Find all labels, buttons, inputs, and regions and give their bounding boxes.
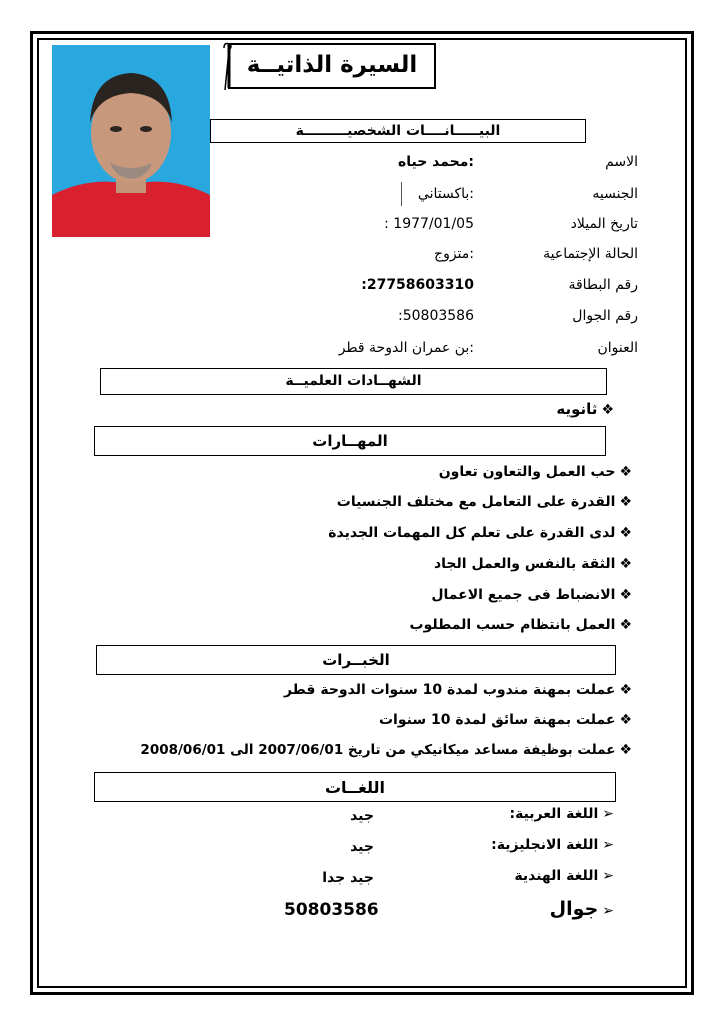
value-id-number: :27758603310 xyxy=(361,277,474,293)
section-personal: البيـــــانــــات الشخصيـــــــــة xyxy=(210,119,586,143)
skill-item: ❖العمل بانتظام حسب المطلوب xyxy=(409,617,632,633)
section-languages: اللغــات xyxy=(94,772,616,802)
label-marital-status: الحالة الإجتماعية xyxy=(543,246,638,262)
skill-item: ❖لدى القدرة على تعلم كل المهمات الجديدة xyxy=(328,525,632,541)
label-mobile: رقم الجوال xyxy=(572,308,638,324)
label-address: العنوان xyxy=(597,340,638,356)
label-id-number: رقم البطاقة xyxy=(568,277,638,293)
value-mobile: :50803586 xyxy=(398,308,474,324)
skill-item: ❖القدرة على التعامل مع مختلف الجنسيات xyxy=(336,494,632,510)
section-experience: الخبــرات xyxy=(96,645,616,675)
language-label: ➢اللغة الهندية xyxy=(514,868,614,884)
mobile-number: 50803586 xyxy=(284,900,379,920)
arrow-icon: ➢ xyxy=(602,868,614,884)
value-nationality: :باكستاني xyxy=(417,186,474,202)
arrow-icon: ➢ xyxy=(602,806,614,822)
label-birthdate: تاريخ الميلاد xyxy=(570,216,638,232)
text-cursor xyxy=(401,182,402,206)
skill-item: ❖حب العمل والتعاون تعاون xyxy=(438,464,632,480)
section-skills: المهــارات xyxy=(94,426,606,456)
value-address: :بن عمران الدوحة قطر xyxy=(338,340,474,356)
profile-photo xyxy=(52,45,210,237)
experience-item: ❖عملت بمهنة مندوب لمدة 10 سنوات الدوحة قطر xyxy=(283,682,632,698)
skill-item: ❖الانضباط فى جميع الاعمال xyxy=(431,587,632,603)
page-title: السيرة الذاتيــة xyxy=(246,52,418,78)
experience-item: ❖عملت بوظيفة مساعد ميكانيكي من تاريخ 2007/06/01 الى 2008/06/01 xyxy=(140,742,632,758)
arrow-icon: ➢ xyxy=(602,837,614,853)
language-label: ➢اللغة الانجليزية: xyxy=(491,837,614,853)
education-item: ❖ثانويه xyxy=(556,400,614,418)
label-name: الاسم xyxy=(605,154,638,170)
mobile-label: ➢جوال xyxy=(549,898,614,920)
value-birthdate: : 1977/01/05 xyxy=(384,216,474,232)
experience-item: ❖عملت بمهنة سائق لمدة 10 سنوات xyxy=(378,712,632,728)
language-label: ➢اللغة العربية: xyxy=(509,806,614,822)
bullet-icon: ❖ xyxy=(601,402,614,418)
section-education: الشهــادات العلميــة xyxy=(100,368,607,395)
skill-item: ❖الثقة بالنفس والعمل الجاد xyxy=(433,556,632,572)
language-level: جيد جدا xyxy=(322,870,374,886)
language-level: جيد xyxy=(350,839,374,855)
value-name: :محمد حياه xyxy=(397,154,474,170)
value-marital-status: :متزوج xyxy=(434,246,474,262)
arrow-icon: ➢ xyxy=(602,903,614,919)
label-nationality: الجنسيه xyxy=(592,186,638,202)
language-level: جيد xyxy=(350,808,374,824)
